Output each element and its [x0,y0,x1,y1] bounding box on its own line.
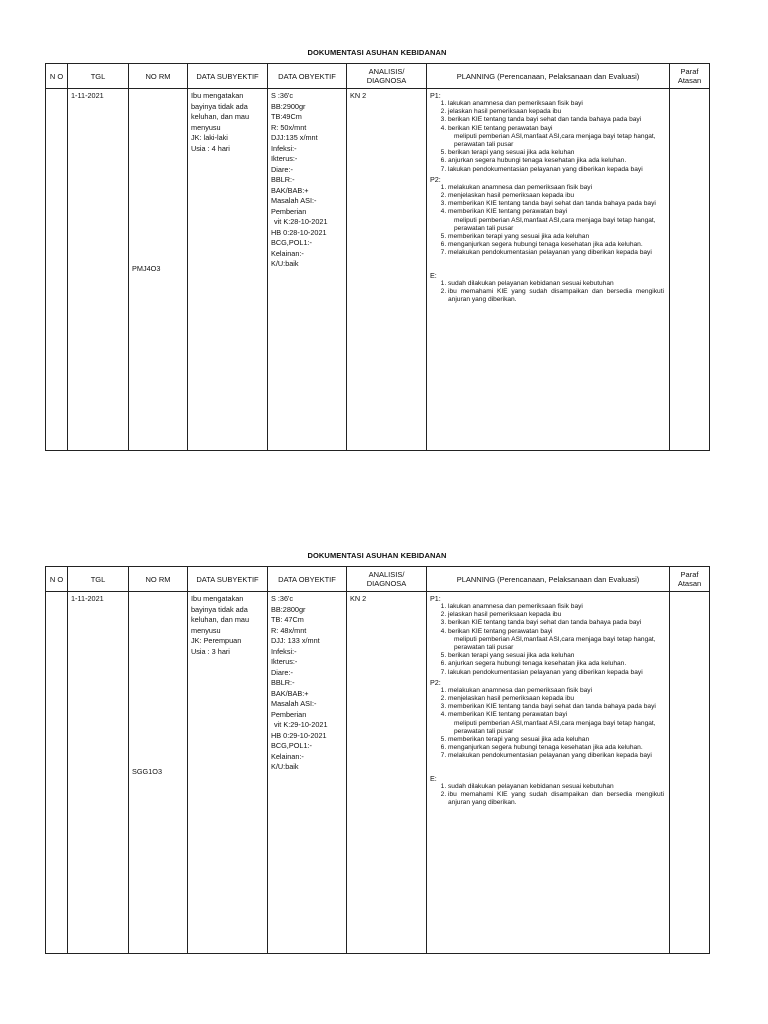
p2-label: P2: [430,174,441,184]
p2-list [430,687,666,720]
list-item: 4. berikan KIE tentang perawatan bayi [448,125,666,133]
obyektif-line: TB: 47Cm [271,615,304,624]
list-item: 2. menjelaskan hasil pemeriksaan kepada ibu [448,695,666,703]
obyektif-line: BAK/BAB:+ [271,688,309,698]
list-item: 2. ibu memahami KIE yang sudah disampaikan dan bersedia mengikuti anjuran yang diberikan. [448,288,666,304]
list-item: 1. melakukan anamnesa dan pemeriksaan fisik bayi [448,184,666,192]
cell-tgl [68,89,129,451]
list-item: 4. memberikan KIE tentang perawatan bayi [448,208,666,216]
obyektif-line: K/U:baik [271,259,299,268]
p2-list [430,184,666,217]
obyektif-line: BBLR:- [271,175,295,184]
p1-list [430,603,666,636]
cell-planning [427,89,670,451]
subyektif-line: JK: Perempuan [191,636,242,645]
list-item: 2. ibu memahami KIE yang sudah disampaikan dan bersedia mengikuti anjuran yang diberikan. [448,791,666,807]
header-analisis: ANALISIS/ DIAGNOSA [347,64,427,89]
header-planning: PLANNING (Perencanaan, Pelaksanaan dan Evaluasi) [427,64,670,89]
obyektif-line: DJJ: 133 x/mnt [271,636,320,645]
diagnosis-value: KN 2 [350,91,367,100]
cell-subyektif [188,592,268,954]
list-item: 2. menjelaskan hasil pemeriksaan kepada ibu [448,192,666,200]
care-table [45,63,710,451]
e-label: E: [430,270,437,280]
record-1 [45,47,709,451]
header-no-rm: NO RM [129,567,188,592]
list-item: 6. anjurkan segera hubungi tenaga kesehatan jika ada keluhan. [448,660,666,668]
header-row [46,64,710,89]
cell-subyektif [188,89,268,451]
obyektif-line: BCG,POL1:- [271,238,312,247]
obyektif-line: Ikterus:- [271,657,298,666]
p2-list-continued [430,736,666,761]
p1-continuation: meliputi pemberian ASI,manfaat ASI,cara menjaga bayi tetap hangat, perawatan tali pusar [454,132,656,149]
table-row [46,89,710,451]
obyektif-line: R: 50x/mnt [271,122,307,132]
list-item: 1. lakukan anamnesa dan pemeriksaan fisik bayi [448,603,666,611]
header-subyektif: DATA SUBYEKTIF [188,64,268,89]
obyektif-line: vit K:28-10-2021 [274,217,328,226]
header-planning: PLANNING (Perencanaan, Pelaksanaan dan Evaluasi) [427,567,670,592]
header-obyektif: DATA OBYEKTIF [268,64,347,89]
e-label: E: [430,773,437,783]
obyektif-line: Infeksi:- [271,646,297,656]
obyektif-line: HB 0:29-10-2021 [271,730,327,740]
list-item: 4. berikan KIE tentang perawatan bayi [448,628,666,636]
obyektif-line: BCG,POL1:- [271,741,312,750]
obyektif-line: Masalah ASI:- [271,699,317,708]
obyektif-line: K/U:baik [271,762,299,771]
obyektif-line: S :36'c [271,594,294,603]
list-item: 7. lakukan pendokumentasian pelayanan yang diberikan kepada bayi [448,166,666,174]
obyektif-line: BB:2900gr [271,101,306,111]
list-item: 3. memberikan KIE tentang tanda bayi sehat dan tanda bahaya pada bayi [448,703,666,711]
list-item: 3. berikan KIE tentang tanda bayi sehat dan tanda bahaya pada bayi [448,619,666,627]
p2-continuation: meliputi pemberian ASI,manfaat ASI,cara menjaga bayi tetap hangat, perawatan tali pusar [454,719,656,735]
document-title: DOKUMENTASI ASUHAN KEBIDANAN [307,551,447,560]
header-no: N O [46,64,68,89]
subyektif-line: Usia : 4 hari [191,143,230,153]
subyektif-line: bayinya tidak ada [191,101,248,111]
p1-list-continued [430,652,666,677]
obyektif-line: BBLR:- [271,678,295,687]
header-tgl: TGL [68,64,129,89]
obyektif-line: BB:2800gr [271,604,306,614]
list-item: 2. jelaskan hasil pemeriksaan kepada ibu [448,611,666,619]
obyektif-line: TB:49Cm [271,112,302,121]
obyektif-line: HB 0:28-10-2021 [271,227,327,237]
cell-paraf [670,89,710,451]
obyektif-line: Infeksi:- [271,143,297,153]
cell-no-rm [129,89,188,451]
obyektif-line: Diare:- [271,164,293,174]
date-value: 1-11-2021 [71,91,104,100]
cell-no-rm [129,592,188,954]
list-item: 1. sudah dilakukan pelayanan kebidanan sesuai kebutuhan [448,280,666,288]
header-no-rm: NO RM [129,64,188,89]
subyektif-line: menyusu [191,625,221,635]
list-item: 5. berikan terapi yang sesuai jika ada keluhan [448,149,666,157]
list-item: 6. anjurkan segera hubungi tenaga kesehatan jika ada keluhan. [448,157,666,165]
obyektif-line: Masalah ASI:- [271,196,317,205]
cell-no [46,592,68,954]
list-item: 3. memberikan KIE tentang tanda bayi sehat dan tanda bahaya pada bayi [448,200,666,208]
cell-obyektif [268,592,347,954]
list-item: 7. lakukan pendokumentasian pelayanan yang diberikan kepada bayi [448,669,666,677]
p2-list-continued [430,233,666,258]
header-obyektif: DATA OBYEKTIF [268,567,347,592]
list-item: 5. memberikan terapi yang sesuai jika ada keluhan [448,233,666,241]
date-value: 1-11-2021 [71,594,104,603]
cell-analisis [347,89,427,451]
document-title: DOKUMENTASI ASUHAN KEBIDANAN [307,48,447,57]
cell-obyektif [268,89,347,451]
header-tgl: TGL [68,567,129,592]
list-item: 7. melakukan pendokumentasian pelayanan yang diberikan kepada bayi [448,249,666,257]
record-2 [45,550,709,954]
p1-continuation: meliputi pemberian ASI,manfaat ASI,cara menjaga bayi tetap hangat, perawatan tali pusar [454,635,656,652]
subyektif-line: bayinya tidak ada [191,604,248,614]
header-paraf: Paraf Atasan [670,64,710,89]
cell-tgl [68,592,129,954]
list-item: 7. melakukan pendokumentasian pelayanan yang diberikan kepada bayi [448,752,666,760]
header-analisis: ANALISIS/ DIAGNOSA [347,567,427,592]
table-row [46,592,710,954]
list-item: 4. memberikan KIE tentang perawatan bayi [448,711,666,719]
p2-continuation: meliputi pemberian ASI,manfaat ASI,cara menjaga bayi tetap hangat, perawatan tali pusar [454,216,656,232]
header-row [46,567,710,592]
list-item: 6. menganjurkan segera hubungi tenaga kesehatan jika ada keluhan. [448,744,666,752]
header-subyektif: DATA SUBYEKTIF [188,567,268,592]
subyektif-line: keluhan, dan mau [191,615,250,624]
subyektif-line: Ibu mengatakan [191,594,244,603]
p2-label: P2: [430,677,441,687]
list-item: 6. menganjurkan segera hubungi tenaga kesehatan jika ada keluhan. [448,241,666,249]
obyektif-line: S :36'c [271,91,294,100]
care-table [45,566,710,954]
subyektif-line: keluhan, dan mau [191,112,250,121]
list-item: 1. sudah dilakukan pelayanan kebidanan sesuai kebutuhan [448,783,666,791]
subyektif-line: JK: laki-laki [191,133,228,142]
obyektif-line: Kelainan:- [271,751,304,761]
obyektif-line: Diare:- [271,667,293,677]
record-number: PMJ4O3 [132,264,161,274]
cell-no [46,89,68,451]
diagnosis-value: KN 2 [350,594,367,603]
obyektif-line: Pemberian [271,709,307,719]
cell-planning [427,592,670,954]
obyektif-line: Pemberian [271,206,307,216]
obyektif-line: Ikterus:- [271,154,298,163]
obyektif-line: Kelainan:- [271,248,304,258]
list-item: 5. berikan terapi yang sesuai jika ada keluhan [448,652,666,660]
list-item: 2. jelaskan hasil pemeriksaan kepada ibu [448,108,666,116]
obyektif-line: vit K:29-10-2021 [274,720,328,729]
p1-list-continued [430,149,666,174]
obyektif-line: R: 48x/mnt [271,625,307,635]
list-item: 1. lakukan anamnesa dan pemeriksaan fisik bayi [448,100,666,108]
subyektif-line: menyusu [191,122,221,132]
obyektif-line: BAK/BAB:+ [271,185,309,195]
list-item: 5. memberikan terapi yang sesuai jika ada keluhan [448,736,666,744]
cell-analisis [347,592,427,954]
obyektif-line: DJJ:135 x/mnt [271,133,318,142]
cell-paraf [670,592,710,954]
p1-label: P1: [430,91,441,100]
subyektif-line: Usia : 3 hari [191,646,230,656]
e-list [430,783,666,808]
record-number: SGG1O3 [132,767,163,777]
header-no: N O [46,567,68,592]
subyektif-line: Ibu mengatakan [191,91,244,100]
header-paraf: Paraf Atasan [670,567,710,592]
e-list [430,280,666,305]
list-item: 1. melakukan anamnesa dan pemeriksaan fisik bayi [448,687,666,695]
list-item: 3. berikan KIE tentang tanda bayi sehat dan tanda bahaya pada bayi [448,116,666,124]
p1-list [430,100,666,133]
p1-label: P1: [430,594,441,603]
